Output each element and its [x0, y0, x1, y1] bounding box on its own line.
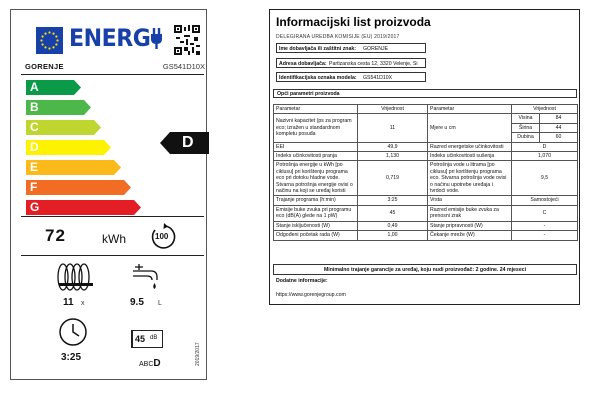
- manufacturer-link[interactable]: https://www.gorenjegroup.com: [276, 292, 346, 298]
- label-header: [11, 10, 206, 51]
- table-cell: 9,5: [512, 161, 578, 196]
- brand-name: GORENJE: [25, 62, 64, 71]
- table-cell: 49,9: [358, 142, 428, 151]
- table-cell: D: [512, 142, 578, 151]
- class-letter-f: F: [30, 180, 38, 194]
- table-cell: Potrošnja vode u litrama [po ciklusu] pri korištenju programa eco. Stvarna potrošnja vode ovisi o načinu upotrebe uređaja i tvrdoći vode.: [428, 161, 512, 196]
- regulation-side-text: 2019/2017: [195, 342, 201, 366]
- table-row: [274, 205, 578, 221]
- table-cell: Stanje pripravnosti (W): [428, 221, 512, 230]
- table-cell: C: [512, 205, 578, 221]
- table-cell: 45: [358, 205, 428, 221]
- divider: [21, 216, 204, 217]
- noise-unit: dB: [150, 335, 158, 341]
- table-cell: Potrošnja energije u kWh [po ciklusu] pri korištenju programa eco pri dotoku hladne vode. Stvarna potrošnja energije ovisi o načinu na koji se uređaj koristi: [274, 161, 358, 196]
- table-cell: Emisije buke zvuka pri programu eco (dB(A) glede na 1 pW): [274, 205, 358, 221]
- table-row: [274, 142, 578, 151]
- cycles-value: 100: [155, 232, 169, 241]
- energy-consumption-value: 72: [45, 226, 66, 245]
- energy-class-scale: [26, 80, 206, 220]
- table-cell: 1,130: [358, 152, 428, 161]
- table-header-row: [274, 105, 578, 114]
- rating-letter: D: [182, 134, 194, 151]
- table-cell: Visina: [512, 114, 540, 123]
- table-cell: Stanje isključenosti (W): [274, 221, 358, 230]
- table-cell: 11: [358, 114, 428, 142]
- qr-code-icon: [174, 25, 200, 55]
- table-cell: 1,00: [358, 231, 428, 240]
- table-cell: Samostojeći: [512, 196, 578, 205]
- class-letter-e: E: [30, 160, 39, 174]
- sheet-regulation: DELEGIRANA UREDBA KOMISIJE (EU) 2019/2017: [276, 34, 400, 40]
- table-cell: Razred emisije buke zvuka za prenosni zrak: [428, 205, 512, 221]
- table-cell: Nazivni kapacitet (ps za program eco; izražen u standardnom kompletu posuđa: [274, 114, 358, 142]
- noise-class: ABCD: [139, 358, 161, 369]
- energy-label: [10, 9, 207, 380]
- class-letter-d: D: [30, 140, 39, 154]
- table-cell: Širina: [512, 123, 540, 132]
- divider: [21, 255, 204, 256]
- table-header: Parametar: [428, 105, 512, 114]
- duration-value: 3:25: [61, 352, 82, 363]
- divider: [21, 74, 204, 75]
- table-row: [274, 152, 578, 161]
- class-letter-c: C: [30, 120, 39, 134]
- table-row: [274, 114, 578, 123]
- product-information-sheet: [269, 9, 580, 305]
- water-tap-icon: [129, 261, 165, 293]
- table-cell: Indeks učinkovitosti pranja: [274, 152, 358, 161]
- table-cell: 3:25: [358, 196, 428, 205]
- noise-value: 45: [135, 334, 146, 344]
- class-bar-f: [26, 180, 132, 195]
- table-cell: Mjere u cm: [428, 114, 512, 142]
- table-cell: 44: [540, 123, 578, 132]
- parameters-table: [273, 104, 578, 241]
- water-unit: L: [158, 300, 162, 307]
- section-general-parameters: Opći parametri proizvoda: [273, 89, 577, 98]
- place-settings-icon: [55, 261, 97, 293]
- sheet-title: Informacijski list proizvoda: [276, 15, 431, 29]
- model-identifier-row: Identifikacijska oznaka modela: GS541D10X: [276, 72, 426, 82]
- table-cell: 1,070: [512, 152, 578, 161]
- class-letter-g: G: [30, 200, 40, 214]
- table-row: [274, 161, 578, 196]
- class-letter-b: B: [30, 100, 39, 114]
- table-header: Vrijednost: [358, 105, 428, 114]
- clock-icon: [57, 316, 89, 348]
- table-cell: -: [512, 221, 578, 230]
- place-settings-unit: x: [81, 300, 85, 307]
- eu-flag-icon: [36, 27, 63, 54]
- class-bar-e: [26, 160, 122, 175]
- energy-logo-text: ENERG: [69, 24, 151, 52]
- table-cell: 0,49: [358, 221, 428, 230]
- class-bar-g: [26, 200, 142, 215]
- table-row: [274, 231, 578, 240]
- table-header: Vrijednost: [512, 105, 578, 114]
- water-value: 9.5: [130, 297, 144, 308]
- table-cell: Indeks učinkovitosti sušenja: [428, 152, 512, 161]
- table-cell: Dubina: [512, 133, 540, 142]
- table-cell: 0,719: [358, 161, 428, 196]
- table-cell: Trajanje programa (h:min): [274, 196, 358, 205]
- table-cell: Razred energetske učinkovitosti: [428, 142, 512, 151]
- energy-unit: kWh: [102, 232, 126, 246]
- table-cell: Odgođeni početak rada (W): [274, 231, 358, 240]
- supplier-address-row: Adresa dobavljača: Partizanska cesta 12, 3320 Velenje, Si: [276, 58, 426, 68]
- class-letter-a: A: [30, 80, 39, 94]
- place-settings-value: 11: [63, 297, 74, 308]
- supplier-name-row: Ime dobavljača ili zaštitni znak: GORENJE: [276, 43, 426, 53]
- table-row: [274, 221, 578, 230]
- energy-plug-icon: [151, 26, 167, 50]
- table-cell: EEI: [274, 142, 358, 151]
- table-cell: 84: [540, 114, 578, 123]
- additional-info-label: Dodatne informacije:: [276, 278, 328, 284]
- table-cell: 60: [540, 133, 578, 142]
- table-row: [274, 196, 578, 205]
- table-cell: Vrsta: [428, 196, 512, 205]
- model-id: GS541D10X: [162, 62, 205, 71]
- guarantee-text: Minimalno trajanje garancije za uređaj, koju nudi proizvođač: 2 godine. 24 mjeseci: [273, 264, 577, 275]
- table-cell: -: [512, 231, 578, 240]
- brand-row: [25, 62, 205, 72]
- table-cell: Čekanje mreže (W): [428, 231, 512, 240]
- table-header: Parametar: [274, 105, 358, 114]
